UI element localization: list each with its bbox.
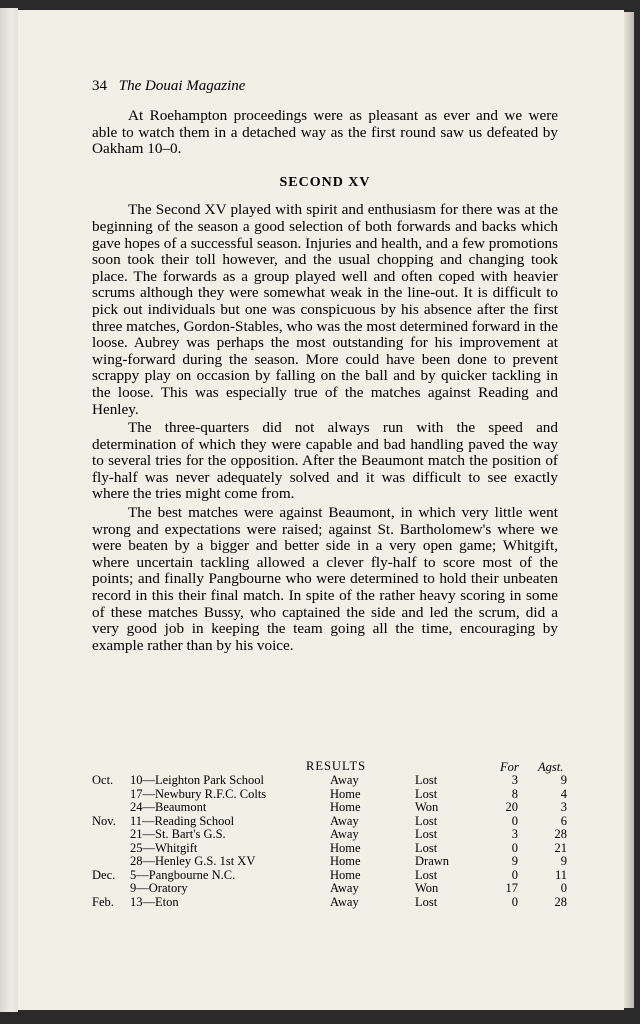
score-against: 4 — [560, 786, 567, 801]
match-venue: Away — [330, 827, 359, 841]
score-against: 28 — [554, 894, 567, 909]
match-result: Lost — [415, 773, 438, 787]
match-venue: Home — [330, 786, 361, 801]
results-row — [92, 800, 567, 814]
match-opponent: 28—Henley G.S. 1st XV — [130, 854, 256, 868]
match-result: Drawn — [415, 854, 450, 868]
match-opponent: 10—Leighton Park School — [130, 773, 265, 787]
match-result: Won — [415, 881, 439, 895]
results-table — [92, 773, 567, 909]
score-for: 20 — [505, 800, 518, 814]
results-row — [92, 840, 567, 855]
match-venue: Away — [330, 773, 359, 787]
match-venue: Home — [330, 854, 361, 868]
section-heading: SECOND XV — [279, 174, 371, 190]
results-row — [92, 773, 567, 787]
results-row — [92, 881, 567, 895]
score-for: 8 — [511, 786, 518, 801]
results-row — [92, 854, 567, 868]
results-row — [92, 813, 567, 828]
match-result: Lost — [415, 827, 438, 841]
match-venue: Home — [330, 800, 361, 814]
match-venue: Away — [330, 813, 359, 828]
match-month: Oct. — [92, 773, 114, 787]
match-month: Dec. — [92, 867, 116, 882]
book-spine-shadow — [624, 12, 634, 1008]
score-against: 11 — [554, 867, 567, 882]
score-against: 9 — [560, 854, 567, 868]
score-against: 3 — [560, 800, 567, 814]
magazine-title: The Douai Magazine — [118, 78, 246, 94]
match-opponent: 25—Whitgift — [130, 840, 198, 855]
score-for: 17 — [505, 881, 518, 895]
score-against: 21 — [554, 840, 567, 855]
score-against: 9 — [560, 773, 567, 787]
match-opponent: 21—St. Bart's G.S. — [130, 827, 226, 841]
match-opponent: 13—Eton — [130, 894, 179, 909]
score-for: 3 — [511, 827, 518, 841]
score-for: 0 — [511, 894, 518, 909]
paragraph: The Second XV played with spirit and enthusiasm for there was at the beginning of the season a good selection of both forwards and backs which gave hopes of a successful season. Injuries and health, and a few promotions soon took their toll however, and the usual chopping and changing took place. The forwards as a group played well and often coped with heavier scrums although they were somewhat weak in the line-out. It is difficult to pick out individuals but one was conspicuous by his absence after the first three matches, Gordon-Stables, who was the most determined forward in the loose. Aubrey was perhaps the most outstanding for his improvement at wing-forward during the season. More could have been done to prevent scrappy play on occasion by falling on the ball and by quicker tackling in the loose. This was especially true of the matches against Reading and Henley. — [92, 201, 558, 418]
match-opponent: 17—Newbury R.F.C. Colts — [130, 786, 267, 801]
score-against: 0 — [560, 881, 567, 895]
book-page-edges — [0, 8, 18, 1012]
match-result: Lost — [415, 813, 438, 828]
score-for: 9 — [511, 854, 518, 868]
match-venue: Away — [330, 894, 359, 909]
match-result: Won — [415, 800, 439, 814]
match-opponent: 9—Oratory — [130, 881, 188, 895]
match-opponent: 24—Beaumont — [130, 800, 207, 814]
score-for: 3 — [511, 773, 518, 787]
col-header-for: For — [500, 760, 519, 774]
page-number: 34 — [92, 78, 107, 94]
match-result: Lost — [415, 867, 438, 882]
match-result: Lost — [415, 840, 438, 855]
score-against: 28 — [554, 827, 567, 841]
results-row — [92, 786, 567, 801]
article-body — [92, 108, 558, 654]
score-for: 0 — [511, 840, 518, 855]
col-header-agst: Agst. — [538, 760, 564, 774]
results-row — [92, 867, 567, 882]
match-result: Lost — [415, 786, 438, 801]
paragraph: The best matches were against Beaumont, in which very little went wrong and expectations were raised; against St. Bartholomew's where we were beaten by a bigger and better side in a very open game; Whitgift, where uncertain tackling allowed a clever fly-half to score most of the points; and finally Pangbourne who were determined to hold their unbeaten record in this their final match. In spite of the rather heavy scoring in some of these matches Bussy, who captained the side and led the scrum, did a very good job in keeping the team going all the time, encouraging by example rather than by his voice. — [92, 504, 558, 654]
match-result: Lost — [415, 894, 438, 909]
score-against: 6 — [560, 813, 567, 828]
match-venue: Away — [330, 881, 359, 895]
results-row — [92, 827, 567, 841]
match-opponent: 5—Pangbourne N.C. — [130, 867, 236, 882]
paragraph: The three-quarters did not always run with the speed and determination of which they were capable and bad handling paved the way to several tries for the opposition. After the Beaumont match the position of fly-half was never adequately solved and it was difficult to see exactly where the tries might come from. — [92, 419, 558, 503]
match-month: Feb. — [92, 894, 114, 909]
results-title: RESULTS — [306, 759, 367, 773]
results-row — [92, 894, 567, 909]
match-venue: Home — [330, 867, 361, 882]
running-header — [92, 78, 245, 95]
score-for: 0 — [511, 813, 518, 828]
match-opponent: 11—Reading School — [130, 813, 235, 828]
score-for: 0 — [511, 867, 518, 882]
match-month: Nov. — [92, 813, 116, 828]
match-venue: Home — [330, 840, 361, 855]
intro-paragraph: At Roehampton proceedings were as pleasant as ever and we were able to watch them in a detached way as the first round saw us defeated by Oakham 10–0. — [92, 107, 558, 158]
